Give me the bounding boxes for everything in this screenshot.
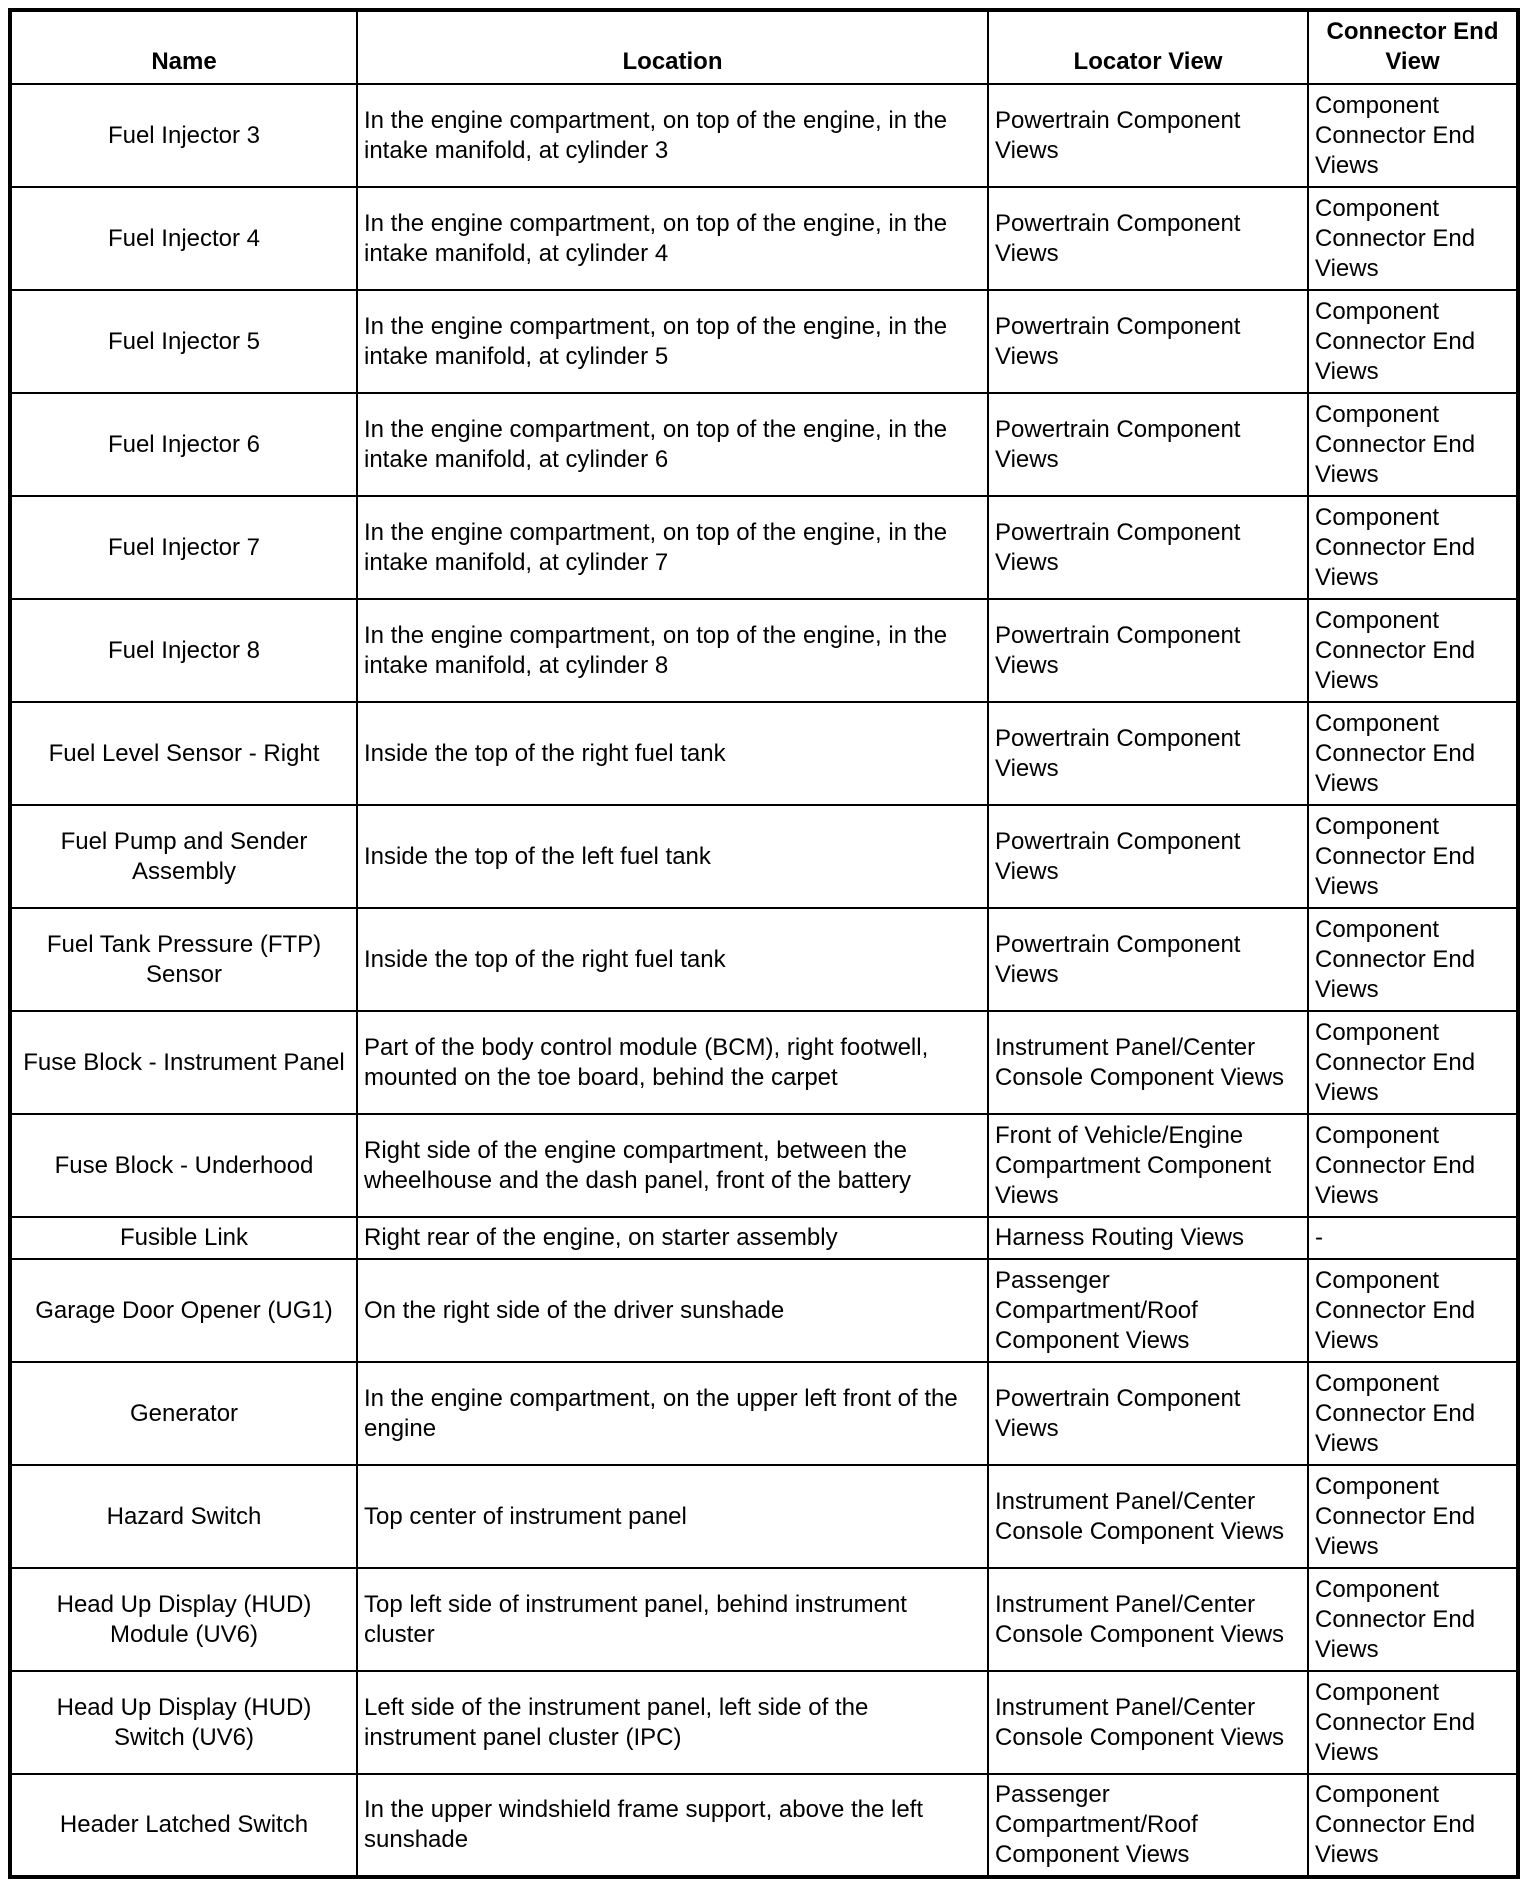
cell-name: Head Up Display (HUD) Module (UV6) [10,1568,357,1671]
cell-locator-view: Powertrain Component Views [988,187,1308,290]
cell-location: Top left side of instrument panel, behind instrument cluster [357,1568,988,1671]
table-row [10,1568,1518,1671]
table-row [10,393,1518,496]
cell-locator-view: Instrument Panel/Center Console Component Views [988,1465,1308,1568]
table-row [10,84,1518,187]
table-row [10,908,1518,1011]
cell-connector-end-view: Component Connector End Views [1308,908,1518,1011]
cell-location: Top center of instrument panel [357,1465,988,1568]
cell-name: Fuel Injector 8 [10,599,357,702]
cell-locator-view: Front of Vehicle/Engine Compartment Component Views [988,1114,1308,1217]
cell-connector-end-view: Component Connector End Views [1308,599,1518,702]
cell-locator-view: Passenger Compartment/Roof Component Views [988,1774,1308,1877]
cell-location: In the engine compartment, on top of the engine, in the intake manifold, at cylinder 8 [357,599,988,702]
cell-location: On the right side of the driver sunshade [357,1259,988,1362]
cell-location: In the engine compartment, on top of the engine, in the intake manifold, at cylinder 7 [357,496,988,599]
cell-location: Inside the top of the right fuel tank [357,702,988,805]
cell-name: Fuel Injector 3 [10,84,357,187]
cell-connector-end-view: Component Connector End Views [1308,290,1518,393]
cell-location: In the engine compartment, on top of the engine, in the intake manifold, at cylinder 6 [357,393,988,496]
cell-connector-end-view: Component Connector End Views [1308,1568,1518,1671]
cell-location: In the upper windshield frame support, above the left sunshade [357,1774,988,1877]
cell-connector-end-view: Component Connector End Views [1308,1671,1518,1774]
cell-location: Inside the top of the right fuel tank [357,908,988,1011]
cell-locator-view: Powertrain Component Views [988,1362,1308,1465]
cell-connector-end-view: Component Connector End Views [1308,393,1518,496]
cell-name: Fuel Pump and Sender Assembly [10,805,357,908]
cell-location: Left side of the instrument panel, left side of the instrument panel cluster (IPC) [357,1671,988,1774]
cell-name: Head Up Display (HUD) Switch (UV6) [10,1671,357,1774]
cell-name: Fuse Block - Underhood [10,1114,357,1217]
cell-connector-end-view: Component Connector End Views [1308,187,1518,290]
cell-name: Garage Door Opener (UG1) [10,1259,357,1362]
cell-locator-view: Harness Routing Views [988,1217,1308,1259]
table-row [10,187,1518,290]
cell-connector-end-view: Component Connector End Views [1308,84,1518,187]
cell-location: Right rear of the engine, on starter assembly [357,1217,988,1259]
cell-location: In the engine compartment, on top of the engine, in the intake manifold, at cylinder 3 [357,84,988,187]
table-row [10,1465,1518,1568]
cell-locator-view: Powertrain Component Views [988,599,1308,702]
table-row [10,702,1518,805]
table-row [10,805,1518,908]
cell-locator-view: Passenger Compartment/Roof Component Views [988,1259,1308,1362]
cell-name: Fuse Block - Instrument Panel [10,1011,357,1114]
cell-connector-end-view: Component Connector End Views [1308,1114,1518,1217]
cell-connector-end-view: Component Connector End Views [1308,805,1518,908]
table-row [10,1259,1518,1362]
cell-location: In the engine compartment, on top of the engine, in the intake manifold, at cylinder 5 [357,290,988,393]
cell-name: Fuel Injector 4 [10,187,357,290]
cell-location: Right side of the engine compartment, between the wheelhouse and the dash panel, front of the battery [357,1114,988,1217]
component-locator-table-container [8,8,1520,1879]
table-row [10,290,1518,393]
cell-locator-view: Powertrain Component Views [988,805,1308,908]
cell-locator-view: Powertrain Component Views [988,84,1308,187]
header-name: Name [10,10,357,84]
cell-location: Part of the body control module (BCM), right footwell, mounted on the toe board, behind the carpet [357,1011,988,1114]
table-row [10,1114,1518,1217]
table-row [10,1362,1518,1465]
cell-connector-end-view: Component Connector End Views [1308,702,1518,805]
cell-connector-end-view: Component Connector End Views [1308,1362,1518,1465]
header-connector-end-view: Connector End View [1308,10,1518,84]
table-row [10,496,1518,599]
table-row [10,1217,1518,1259]
table-row [10,1011,1518,1114]
table-row [10,599,1518,702]
cell-locator-view: Powertrain Component Views [988,702,1308,805]
cell-locator-view: Powertrain Component Views [988,393,1308,496]
cell-name: Fusible Link [10,1217,357,1259]
cell-connector-end-view: Component Connector End Views [1308,1259,1518,1362]
cell-locator-view: Powertrain Component Views [988,290,1308,393]
cell-location: Inside the top of the left fuel tank [357,805,988,908]
cell-name: Fuel Level Sensor - Right [10,702,357,805]
cell-connector-end-view: Component Connector End Views [1308,1011,1518,1114]
header-row [10,10,1518,84]
cell-locator-view: Powertrain Component Views [988,496,1308,599]
cell-name: Hazard Switch [10,1465,357,1568]
cell-locator-view: Instrument Panel/Center Console Component Views [988,1568,1308,1671]
cell-connector-end-view: Component Connector End Views [1308,1774,1518,1877]
cell-connector-end-view: Component Connector End Views [1308,496,1518,599]
table-row [10,1774,1518,1877]
cell-name: Header Latched Switch [10,1774,357,1877]
cell-name: Generator [10,1362,357,1465]
cell-locator-view: Instrument Panel/Center Console Component Views [988,1671,1308,1774]
cell-name: Fuel Injector 5 [10,290,357,393]
cell-locator-view: Powertrain Component Views [988,908,1308,1011]
component-locator-table [8,8,1520,1879]
cell-location: In the engine compartment, on the upper left front of the engine [357,1362,988,1465]
table-body [10,84,1518,1877]
cell-name: Fuel Injector 6 [10,393,357,496]
cell-locator-view: Instrument Panel/Center Console Component Views [988,1011,1308,1114]
cell-location: In the engine compartment, on top of the engine, in the intake manifold, at cylinder 4 [357,187,988,290]
cell-connector-end-view: Component Connector End Views [1308,1465,1518,1568]
cell-name: Fuel Injector 7 [10,496,357,599]
cell-connector-end-view: - [1308,1217,1518,1259]
cell-name: Fuel Tank Pressure (FTP) Sensor [10,908,357,1011]
table-row [10,1671,1518,1774]
header-location: Location [357,10,988,84]
header-locator-view: Locator View [988,10,1308,84]
